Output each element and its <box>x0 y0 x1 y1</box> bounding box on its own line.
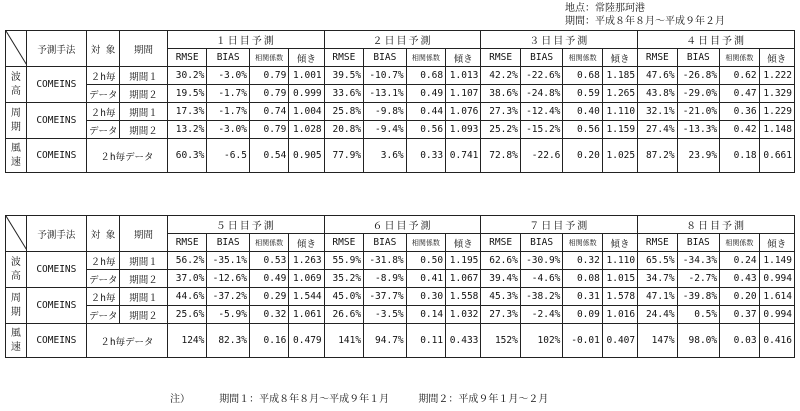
cell: 1.544 <box>289 288 324 306</box>
cell: 0.20 <box>720 288 759 306</box>
cell: 0.994 <box>759 270 794 288</box>
note-prefix: 注） <box>170 394 190 405</box>
cell: 0.50 <box>406 252 445 270</box>
cell: -12.6% <box>207 270 250 288</box>
day-header: ７日目予測 <box>481 216 638 234</box>
period-label: 期間１ <box>120 103 168 121</box>
cell: 0.661 <box>759 139 794 173</box>
cell: 32.1% <box>638 103 677 121</box>
corr-header: 相関係数 <box>249 234 288 252</box>
cell: 1.329 <box>759 85 794 103</box>
cell: -21.0% <box>677 103 720 121</box>
cell: -3.5% <box>364 306 407 324</box>
cell: -13.1% <box>364 85 407 103</box>
cell: 1.061 <box>289 306 324 324</box>
table-row <box>6 67 795 85</box>
rmse-header: RMSE <box>481 234 520 252</box>
cell: 1.107 <box>446 85 481 103</box>
cell: 0.14 <box>406 306 445 324</box>
bias-header: BIAS <box>677 234 720 252</box>
cell: -8.9% <box>364 270 407 288</box>
cell: 25.8% <box>324 103 363 121</box>
cell: -5.9% <box>207 306 250 324</box>
corr-header: 相関係数 <box>406 234 445 252</box>
cell: 0.54 <box>249 139 288 173</box>
model-label: COMEINS <box>26 139 86 173</box>
table-row <box>6 324 795 358</box>
period-label: 期間１ <box>120 252 168 270</box>
cell: 0.29 <box>249 288 288 306</box>
cell: 42.2% <box>481 67 520 85</box>
slope-header: 傾き <box>446 49 481 67</box>
cell: 0.08 <box>563 270 602 288</box>
bias-header: BIAS <box>207 49 250 67</box>
period-label: 期間：平成８年８月～平成９年２月 <box>565 16 725 27</box>
cell: 27.4% <box>638 121 677 139</box>
cell: 147% <box>638 324 677 358</box>
cell: -22.6% <box>520 67 563 85</box>
cell: 47.6% <box>638 67 677 85</box>
rmse-header: RMSE <box>481 49 520 67</box>
target-header: 対 象 <box>86 216 119 252</box>
table-row <box>6 270 795 288</box>
bias-header: BIAS <box>364 49 407 67</box>
day-header: ６日目予測 <box>324 216 481 234</box>
target-label: ２h毎 <box>86 67 119 85</box>
wind-label: 風 速 <box>6 139 27 173</box>
cell: 38.6% <box>481 85 520 103</box>
cell: 0.18 <box>720 139 759 173</box>
cell: 0.62 <box>720 67 759 85</box>
cell: 27.3% <box>481 306 520 324</box>
cell: 0.53 <box>249 252 288 270</box>
table-row <box>6 121 795 139</box>
cell: -1.7% <box>207 85 250 103</box>
cell: 24.4% <box>638 306 677 324</box>
bias-header: BIAS <box>364 234 407 252</box>
cell: -26.8% <box>677 67 720 85</box>
rmse-header: RMSE <box>638 49 677 67</box>
period-label: 期間２ <box>120 85 168 103</box>
note-period-2: 期間２：平成９年１月～２月 <box>418 394 549 405</box>
table-row <box>6 252 795 270</box>
target-label: データ <box>86 85 119 103</box>
cell: 0.79 <box>249 121 288 139</box>
cell: 0.40 <box>563 103 602 121</box>
cell: 1.265 <box>602 85 637 103</box>
rmse-header: RMSE <box>324 234 363 252</box>
target-label: ２h毎データ <box>86 324 167 358</box>
cell: -24.8% <box>520 85 563 103</box>
cell: 0.56 <box>563 121 602 139</box>
cell: 0.32 <box>249 306 288 324</box>
period-label: 期間２ <box>120 270 168 288</box>
slope-header: 傾き <box>602 234 637 252</box>
cell: 0.49 <box>249 270 288 288</box>
model-label: COMEINS <box>26 252 86 288</box>
cell: -38.2% <box>520 288 563 306</box>
cell: 0.5% <box>677 306 720 324</box>
cell: 0.31 <box>563 288 602 306</box>
cell: 34.7% <box>638 270 677 288</box>
day-header: ３日目予測 <box>481 31 638 49</box>
rmse-header: RMSE <box>324 49 363 67</box>
cell: -37.2% <box>207 288 250 306</box>
corr-header: 相関係数 <box>406 49 445 67</box>
cell: 0.741 <box>446 139 481 173</box>
cell: -22.6 <box>520 139 563 173</box>
period-label: 期間２ <box>120 121 168 139</box>
cell: 1.067 <box>446 270 481 288</box>
cell: 0.20 <box>563 139 602 173</box>
forecast-table-2 <box>5 215 795 358</box>
cell: 0.416 <box>759 324 794 358</box>
cell: 0.68 <box>563 67 602 85</box>
cell: -30.9% <box>520 252 563 270</box>
table-row <box>6 306 795 324</box>
cell: 0.79 <box>249 67 288 85</box>
target-label: ２h毎データ <box>86 139 167 173</box>
model-label: COMEINS <box>26 67 86 103</box>
cell: 72.8% <box>481 139 520 173</box>
cell: 0.32 <box>563 252 602 270</box>
target-label: データ <box>86 306 119 324</box>
cell: 0.905 <box>289 139 324 173</box>
cell: 45.0% <box>324 288 363 306</box>
method-header: 予測手法 <box>26 216 86 252</box>
day-header: ２日目予測 <box>324 31 481 49</box>
table-row <box>6 85 795 103</box>
cell: 1.093 <box>446 121 481 139</box>
cell: 77.9% <box>324 139 363 173</box>
cell: 0.56 <box>406 121 445 139</box>
period-label: 期間１ <box>120 288 168 306</box>
cell: 0.479 <box>289 324 324 358</box>
model-label: COMEINS <box>26 288 86 324</box>
cell: 1.001 <box>289 67 324 85</box>
cell: -15.2% <box>520 121 563 139</box>
cell: 0.36 <box>720 103 759 121</box>
cell: 1.004 <box>289 103 324 121</box>
cell: 30.2% <box>167 67 206 85</box>
cell: 0.433 <box>446 324 481 358</box>
cell: 1.013 <box>446 67 481 85</box>
cell: 0.03 <box>720 324 759 358</box>
slope-header: 傾き <box>289 49 324 67</box>
cell: 1.110 <box>602 103 637 121</box>
table-row <box>6 139 795 173</box>
method-header: 予測手法 <box>26 31 86 67</box>
cell: 1.558 <box>446 288 481 306</box>
corr-header: 相関係数 <box>720 49 759 67</box>
target-label: データ <box>86 121 119 139</box>
day-header: ４日目予測 <box>638 31 795 49</box>
bias-header: BIAS <box>520 234 563 252</box>
wave-label: 波 高 <box>6 252 27 288</box>
corner-cell <box>6 216 27 252</box>
cell: 47.1% <box>638 288 677 306</box>
cell: 60.3% <box>167 139 206 173</box>
bias-header: BIAS <box>520 49 563 67</box>
cell: -10.7% <box>364 67 407 85</box>
cell: 124% <box>167 324 206 358</box>
cell: -12.4% <box>520 103 563 121</box>
cell: 65.5% <box>638 252 677 270</box>
corner-cell <box>6 31 27 67</box>
cell: 45.3% <box>481 288 520 306</box>
cell: 0.37 <box>720 306 759 324</box>
cell: 0.09 <box>563 306 602 324</box>
cell: -3.0% <box>207 67 250 85</box>
cell: 39.5% <box>324 67 363 85</box>
cell: 39.4% <box>481 270 520 288</box>
cell: 0.43 <box>720 270 759 288</box>
cell: 56.2% <box>167 252 206 270</box>
cell: 1.222 <box>759 67 794 85</box>
cell: -4.6% <box>520 270 563 288</box>
page-header <box>565 2 725 28</box>
cell: 1.032 <box>446 306 481 324</box>
rmse-header: RMSE <box>638 234 677 252</box>
cell: -35.1% <box>207 252 250 270</box>
cell: 43.8% <box>638 85 677 103</box>
target-label: ２h毎 <box>86 103 119 121</box>
rmse-header: RMSE <box>167 234 206 252</box>
corr-header: 相関係数 <box>249 49 288 67</box>
cell: 0.68 <box>406 67 445 85</box>
day-header: １日目予測 <box>167 31 324 49</box>
location-label: 地点：常陸那珂港 <box>565 3 645 14</box>
cell: 1.149 <box>759 252 794 270</box>
cell: -2.4% <box>520 306 563 324</box>
cell: 1.578 <box>602 288 637 306</box>
cell: 44.6% <box>167 288 206 306</box>
cell: 1.110 <box>602 252 637 270</box>
cell: 1.159 <box>602 121 637 139</box>
period-header: 期間 <box>120 216 168 252</box>
note-period-1: 期間１：平成８年８月～平成９年１月 <box>219 394 390 405</box>
period-label: 期間２ <box>120 306 168 324</box>
cell: -29.0% <box>677 85 720 103</box>
cell: 1.185 <box>602 67 637 85</box>
cell: 0.49 <box>406 85 445 103</box>
cell: 1.025 <box>602 139 637 173</box>
cell: 0.42 <box>720 121 759 139</box>
cell: -1.7% <box>207 103 250 121</box>
cell: 102% <box>520 324 563 358</box>
cell: -9.4% <box>364 121 407 139</box>
cell: 0.999 <box>289 85 324 103</box>
cell: 62.6% <box>481 252 520 270</box>
cell: 1.069 <box>289 270 324 288</box>
cell: 37.0% <box>167 270 206 288</box>
cell: 20.8% <box>324 121 363 139</box>
slope-header: 傾き <box>602 49 637 67</box>
cell: 0.79 <box>249 85 288 103</box>
forecast-table-1 <box>5 30 795 173</box>
cell: 0.41 <box>406 270 445 288</box>
cell: 0.44 <box>406 103 445 121</box>
cell: 23.9% <box>677 139 720 173</box>
day-header: ５日目予測 <box>167 216 324 234</box>
footnote <box>170 390 574 405</box>
table-row <box>6 103 795 121</box>
cell: 141% <box>324 324 363 358</box>
cell: 1.016 <box>602 306 637 324</box>
cell: 1.229 <box>759 103 794 121</box>
cell: 82.3% <box>207 324 250 358</box>
cell: -2.7% <box>677 270 720 288</box>
table-row <box>6 288 795 306</box>
cell: 1.015 <box>602 270 637 288</box>
model-label: COMEINS <box>26 324 86 358</box>
slope-header: 傾き <box>289 234 324 252</box>
cell: 98.0% <box>677 324 720 358</box>
cell: 0.11 <box>406 324 445 358</box>
cell: 1.195 <box>446 252 481 270</box>
rmse-header: RMSE <box>167 49 206 67</box>
corr-header: 相関係数 <box>720 234 759 252</box>
slope-header: 傾き <box>446 234 481 252</box>
period-row-label: 周 期 <box>6 288 27 324</box>
cell: 25.6% <box>167 306 206 324</box>
cell: 152% <box>481 324 520 358</box>
target-label: ２h毎 <box>86 288 119 306</box>
cell: 1.148 <box>759 121 794 139</box>
cell: 0.16 <box>249 324 288 358</box>
cell: 1.076 <box>446 103 481 121</box>
cell: -31.8% <box>364 252 407 270</box>
cell: 87.2% <box>638 139 677 173</box>
cell: 19.5% <box>167 85 206 103</box>
cell: 3.6% <box>364 139 407 173</box>
corr-header: 相関係数 <box>563 49 602 67</box>
cell: 94.7% <box>364 324 407 358</box>
cell: 0.74 <box>249 103 288 121</box>
cell: -6.5 <box>207 139 250 173</box>
model-label: COMEINS <box>26 103 86 139</box>
cell: -0.01 <box>563 324 602 358</box>
cell: 0.407 <box>602 324 637 358</box>
cell: 0.24 <box>720 252 759 270</box>
cell: -34.3% <box>677 252 720 270</box>
corr-header: 相関係数 <box>563 234 602 252</box>
cell: 55.9% <box>324 252 363 270</box>
cell: 26.6% <box>324 306 363 324</box>
cell: 17.3% <box>167 103 206 121</box>
period-row-label: 周 期 <box>6 103 27 139</box>
cell: 0.59 <box>563 85 602 103</box>
bias-header: BIAS <box>207 234 250 252</box>
cell: 0.30 <box>406 288 445 306</box>
cell: 1.614 <box>759 288 794 306</box>
day-header: ８日目予測 <box>638 216 795 234</box>
target-label: ２h毎 <box>86 252 119 270</box>
cell: 1.028 <box>289 121 324 139</box>
cell: 0.33 <box>406 139 445 173</box>
period-header: 期間 <box>120 31 168 67</box>
wave-label: 波 高 <box>6 67 27 103</box>
cell: 33.6% <box>324 85 363 103</box>
wind-label: 風 速 <box>6 324 27 358</box>
bias-header: BIAS <box>677 49 720 67</box>
slope-header: 傾き <box>759 234 794 252</box>
period-label: 期間１ <box>120 67 168 85</box>
cell: -9.8% <box>364 103 407 121</box>
cell: 27.3% <box>481 103 520 121</box>
cell: -37.7% <box>364 288 407 306</box>
cell: 35.2% <box>324 270 363 288</box>
slope-header: 傾き <box>759 49 794 67</box>
cell: -3.0% <box>207 121 250 139</box>
cell: 0.994 <box>759 306 794 324</box>
cell: 13.2% <box>167 121 206 139</box>
cell: 1.263 <box>289 252 324 270</box>
cell: -13.3% <box>677 121 720 139</box>
cell: -39.8% <box>677 288 720 306</box>
target-label: データ <box>86 270 119 288</box>
target-header: 対 象 <box>86 31 119 67</box>
cell: 25.2% <box>481 121 520 139</box>
cell: 0.47 <box>720 85 759 103</box>
